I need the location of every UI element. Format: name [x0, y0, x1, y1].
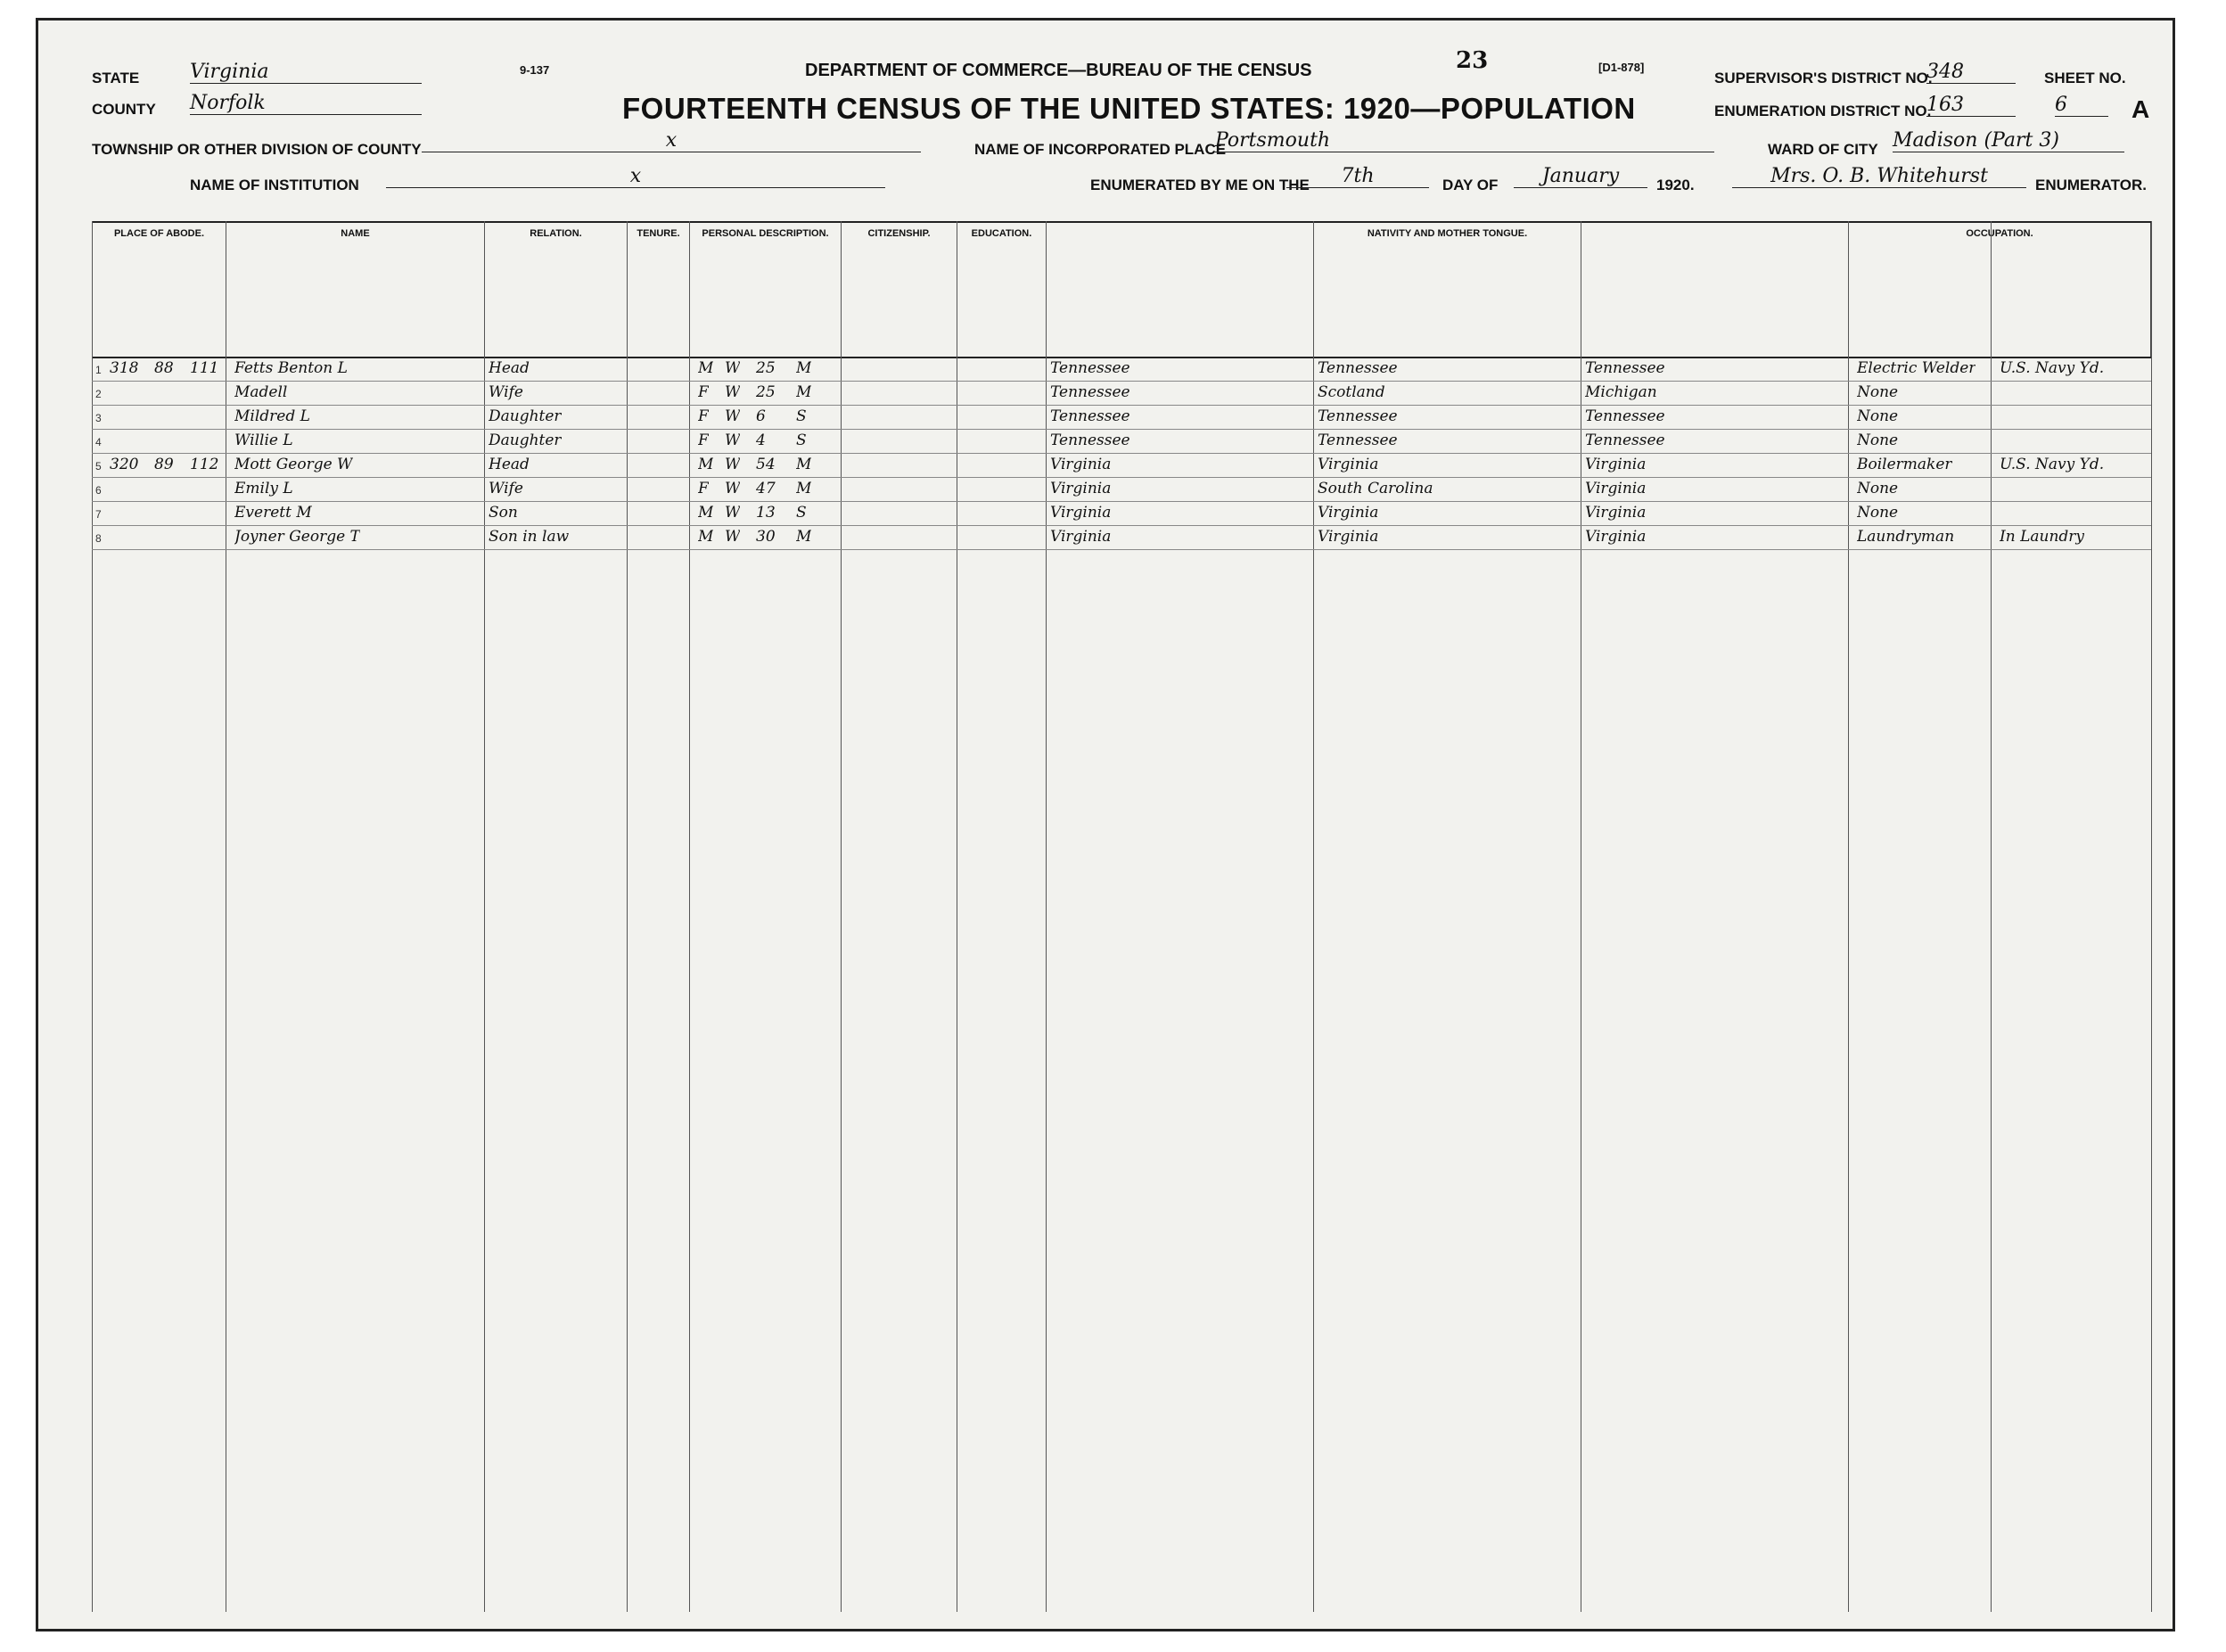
table-row: [92, 358, 2151, 382]
cell-age: 47: [756, 480, 776, 497]
supervisor-value: 348: [1926, 61, 2016, 84]
cell-relation: Son in law: [489, 528, 570, 546]
cell-sex: F: [698, 431, 709, 449]
table-row: [92, 502, 2151, 526]
form-number: 9-137: [520, 63, 550, 77]
state-label: STATE: [92, 70, 140, 86]
cell-father-birth: Tennessee: [1318, 407, 1398, 425]
cell-birthplace: Virginia: [1050, 504, 1112, 522]
cell-name: Emily L: [234, 480, 293, 497]
enumerated-day: 7th: [1286, 165, 1429, 188]
cell-trade: Laundryman: [1857, 528, 1955, 546]
cell-line: 5: [95, 460, 102, 473]
cell-marital: S: [796, 407, 807, 425]
col-group-tenure: TENURE.: [627, 223, 689, 357]
cell-race: W: [725, 528, 741, 546]
cell-name: Willie L: [234, 431, 293, 449]
cell-birthplace: Tennessee: [1050, 407, 1130, 425]
county-label: COUNTY: [92, 101, 156, 118]
cell-father-birth: Virginia: [1318, 504, 1379, 522]
col-group-name: NAME: [226, 223, 484, 357]
cell-mother-birth: Virginia: [1585, 456, 1647, 473]
year-value: 1920.: [1656, 177, 1695, 193]
cell-mother-birth: Tennessee: [1585, 431, 1665, 449]
cell-mother-birth: Michigan: [1585, 383, 1657, 401]
cell-dwelling: 89: [154, 456, 174, 473]
incorporated-value: Portsmouth: [1215, 129, 1714, 152]
col-group-citizenship: CITIZENSHIP.: [841, 223, 957, 357]
cell-name: Everett M: [234, 504, 312, 522]
cell-marital: S: [796, 504, 807, 522]
cell-birthplace: Virginia: [1050, 456, 1112, 473]
cell-relation: Wife: [489, 480, 523, 497]
col-group-occupation: OCCUPATION.: [1848, 223, 2151, 357]
cell-line: 7: [95, 508, 102, 521]
ward-label: WARD OF CITY: [1768, 141, 1878, 158]
cell-line: 3: [95, 412, 102, 424]
cell-marital: M: [796, 528, 812, 546]
state-value: Virginia: [190, 61, 422, 84]
cell-birthplace: Virginia: [1050, 480, 1112, 497]
county-value: Norfolk: [190, 92, 422, 115]
cell-race: W: [725, 504, 741, 522]
col-group-nativity: NATIVITY AND MOTHER TONGUE.: [1046, 223, 1848, 357]
census-sheet: [36, 18, 2175, 1631]
cell-trade: None: [1857, 407, 1899, 425]
census-title: FOURTEENTH CENSUS OF THE UNITED STATES: 1920—POPULATION: [622, 92, 1636, 125]
column-header-band: [92, 221, 2151, 358]
cell-trade: None: [1857, 480, 1899, 497]
cell-relation: Wife: [489, 383, 523, 401]
cell-birthplace: Tennessee: [1050, 359, 1130, 377]
cell-age: 6: [756, 407, 766, 425]
cell-birthplace: Tennessee: [1050, 431, 1130, 449]
cell-line: 8: [95, 532, 102, 545]
cell-trade: None: [1857, 383, 1899, 401]
cell-race: W: [725, 456, 741, 473]
cell-name: Mildred L: [234, 407, 310, 425]
cell-father-birth: Virginia: [1318, 456, 1379, 473]
enumerated-label: ENUMERATED BY ME ON THE: [1090, 177, 1310, 193]
table-row: [92, 454, 2151, 478]
cell-house: 318: [110, 359, 139, 377]
cell-father-birth: Scotland: [1318, 383, 1385, 401]
table-row: [92, 406, 2151, 430]
enumerator-name: Mrs. O. B. Whitehurst: [1732, 165, 2026, 188]
form-code: [D1-878]: [1598, 61, 1645, 74]
cell-race: W: [725, 480, 741, 497]
cell-dwelling: 88: [154, 359, 174, 377]
cell-marital: M: [796, 383, 812, 401]
table-row: [92, 382, 2151, 406]
table-row: [92, 430, 2151, 454]
col-group-education: EDUCATION.: [957, 223, 1046, 357]
cell-race: W: [725, 359, 741, 377]
sheet-label: SHEET NO.: [2044, 70, 2126, 86]
cell-race: W: [725, 431, 741, 449]
cell-marital: M: [796, 480, 812, 497]
cell-father-birth: Virginia: [1318, 528, 1379, 546]
table-row: [92, 478, 2151, 502]
cell-sex: M: [698, 504, 714, 522]
cell-name: Madell: [234, 383, 288, 401]
cell-birthplace: Virginia: [1050, 528, 1112, 546]
census-rows: [92, 358, 2151, 550]
cell-family: 112: [190, 456, 219, 473]
cell-father-birth: Tennessee: [1318, 359, 1398, 377]
cell-industry: U.S. Navy Yd.: [2000, 456, 2105, 473]
enumeration-value: 163: [1926, 94, 2016, 117]
enumeration-label: ENUMERATION DISTRICT NO.: [1714, 103, 1932, 119]
cell-age: 25: [756, 359, 776, 377]
supervisor-label: SUPERVISOR'S DISTRICT NO.: [1714, 70, 1933, 86]
col-group-personal: PERSONAL DESCRIPTION.: [689, 223, 841, 357]
cell-trade: None: [1857, 431, 1899, 449]
cell-race: W: [725, 407, 741, 425]
cell-birthplace: Tennessee: [1050, 383, 1130, 401]
institution-value: x: [386, 165, 885, 188]
sheet-value: 6: [2055, 94, 2108, 117]
cell-race: W: [725, 383, 741, 401]
cell-line: 2: [95, 388, 102, 400]
month-value: January: [1514, 165, 1647, 188]
cell-sex: F: [698, 480, 709, 497]
cell-father-birth: Tennessee: [1318, 431, 1398, 449]
cell-sex: M: [698, 456, 714, 473]
cell-age: 25: [756, 383, 776, 401]
cell-mother-birth: Virginia: [1585, 528, 1647, 546]
institution-label: NAME OF INSTITUTION: [190, 177, 359, 193]
cell-age: 54: [756, 456, 776, 473]
cell-relation: Head: [489, 359, 530, 377]
cell-marital: M: [796, 456, 812, 473]
cell-sex: F: [698, 383, 709, 401]
cell-house: 320: [110, 456, 139, 473]
cell-age: 4: [756, 431, 766, 449]
table-row: [92, 526, 2151, 550]
cell-line: 4: [95, 436, 102, 448]
cell-relation: Head: [489, 456, 530, 473]
sheet-letter: A: [2132, 95, 2150, 123]
cell-relation: Daughter: [489, 407, 562, 425]
cell-mother-birth: Tennessee: [1585, 359, 1665, 377]
cell-mother-birth: Virginia: [1585, 504, 1647, 522]
cell-marital: S: [796, 431, 807, 449]
cell-family: 111: [190, 359, 219, 377]
cell-sex: M: [698, 359, 714, 377]
cell-line: 1: [95, 364, 102, 376]
cell-mother-birth: Virginia: [1585, 480, 1647, 497]
cell-relation: Son: [489, 504, 518, 522]
cell-relation: Daughter: [489, 431, 562, 449]
ward-value: Madison (Part 3): [1893, 129, 2124, 152]
township-label: TOWNSHIP OR OTHER DIVISION OF COUNTY: [92, 141, 422, 158]
cell-name: Fetts Benton L: [234, 359, 348, 377]
grid-line: [2151, 221, 2152, 1612]
cell-line: 6: [95, 484, 102, 497]
cell-trade: Electric Welder: [1857, 359, 1976, 377]
col-group-relation: RELATION.: [484, 223, 627, 357]
page-number: 23: [1456, 47, 1489, 74]
cell-industry: In Laundry: [2000, 528, 2085, 546]
cell-industry: U.S. Navy Yd.: [2000, 359, 2105, 377]
cell-sex: M: [698, 528, 714, 546]
cell-name: Joyner George T: [234, 528, 360, 546]
cell-age: 13: [756, 504, 776, 522]
day-of-label: DAY OF: [1442, 177, 1499, 193]
cell-mother-birth: Tennessee: [1585, 407, 1665, 425]
cell-trade: Boilermaker: [1857, 456, 1952, 473]
col-group-abode: PLACE OF ABODE.: [92, 223, 226, 357]
cell-sex: F: [698, 407, 709, 425]
cell-trade: None: [1857, 504, 1899, 522]
cell-name: Mott George W: [234, 456, 353, 473]
cell-marital: M: [796, 359, 812, 377]
department-heading: DEPARTMENT OF COMMERCE—BUREAU OF THE CENSUS: [805, 61, 1312, 80]
cell-father-birth: South Carolina: [1318, 480, 1433, 497]
cell-age: 30: [756, 528, 776, 546]
township-value: x: [422, 129, 921, 152]
incorporated-label: NAME OF INCORPORATED PLACE: [974, 141, 1227, 158]
enumerator-label: ENUMERATOR.: [2035, 177, 2147, 193]
